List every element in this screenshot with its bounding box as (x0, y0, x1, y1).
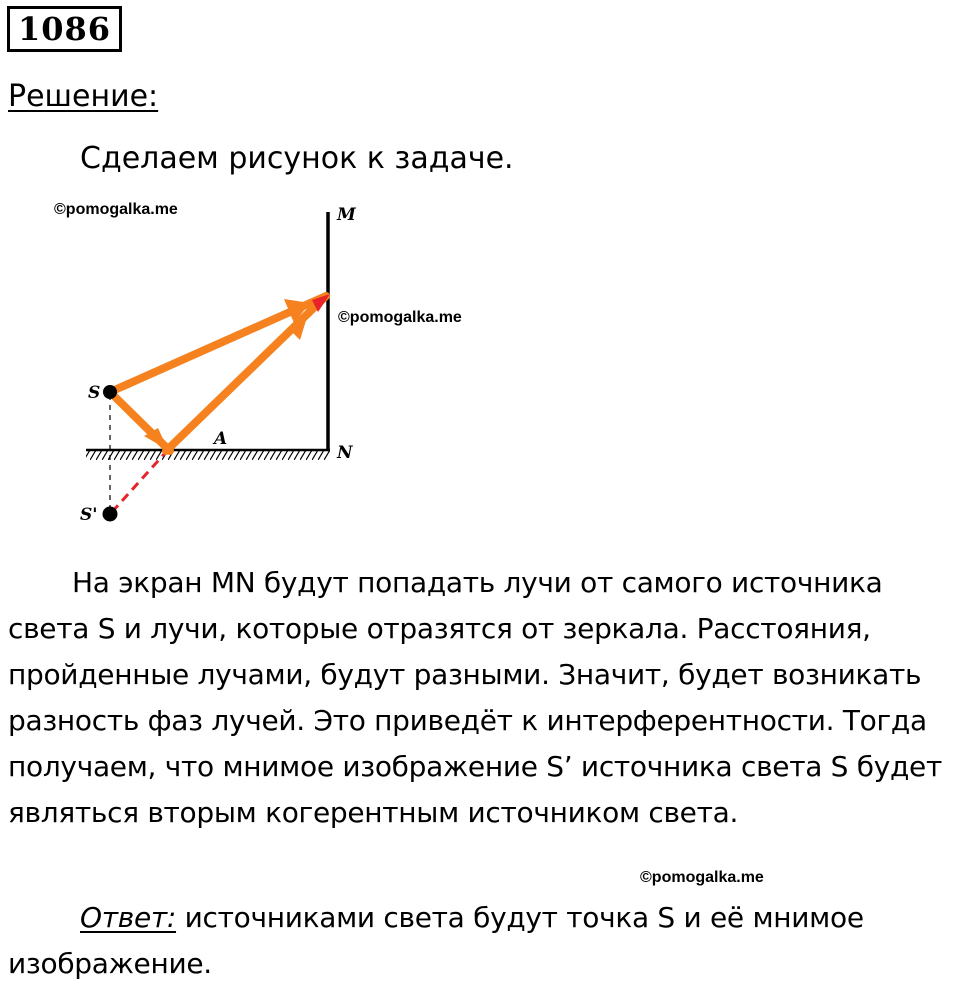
mirror-hatching (86, 450, 330, 460)
label-m: M (337, 205, 356, 225)
source-point-s (103, 385, 117, 399)
answer-text: источниками света будут точка S и её мнимое изображение. (8, 901, 864, 980)
watermark: ©pomogalka.me (338, 309, 462, 326)
solution-heading: Решение: (8, 79, 159, 114)
watermark: ©pomogalka.me (54, 201, 178, 218)
virtual-ray (112, 452, 166, 512)
answer-paragraph (8, 895, 953, 987)
intro-text: Сделаем рисунок к задаче. (80, 141, 514, 176)
image-point-s-prime (103, 507, 118, 522)
watermark: ©pomogalka.me (640, 869, 764, 886)
label-s-prime: S' (80, 505, 98, 525)
answer-label: Ответ: (80, 901, 177, 934)
label-s: S (88, 383, 101, 403)
explanation-paragraph: На экран MN будут попадать лучи от самого источника света S и лучи, которые отразятся от зеркала. Расстояния, пройденные лучами, будут разными. Значит, будет возникать разность фаз лучей. Это приведёт к интерферентности. Тогда получаем, что мнимое изображение S’ источника света S будет являться вторым когерентным источником света. (8, 566, 942, 829)
optics-diagram (0, 190, 400, 540)
problem-number: 1086 (7, 6, 122, 52)
label-n: N (337, 443, 353, 463)
label-a: A (214, 429, 228, 449)
